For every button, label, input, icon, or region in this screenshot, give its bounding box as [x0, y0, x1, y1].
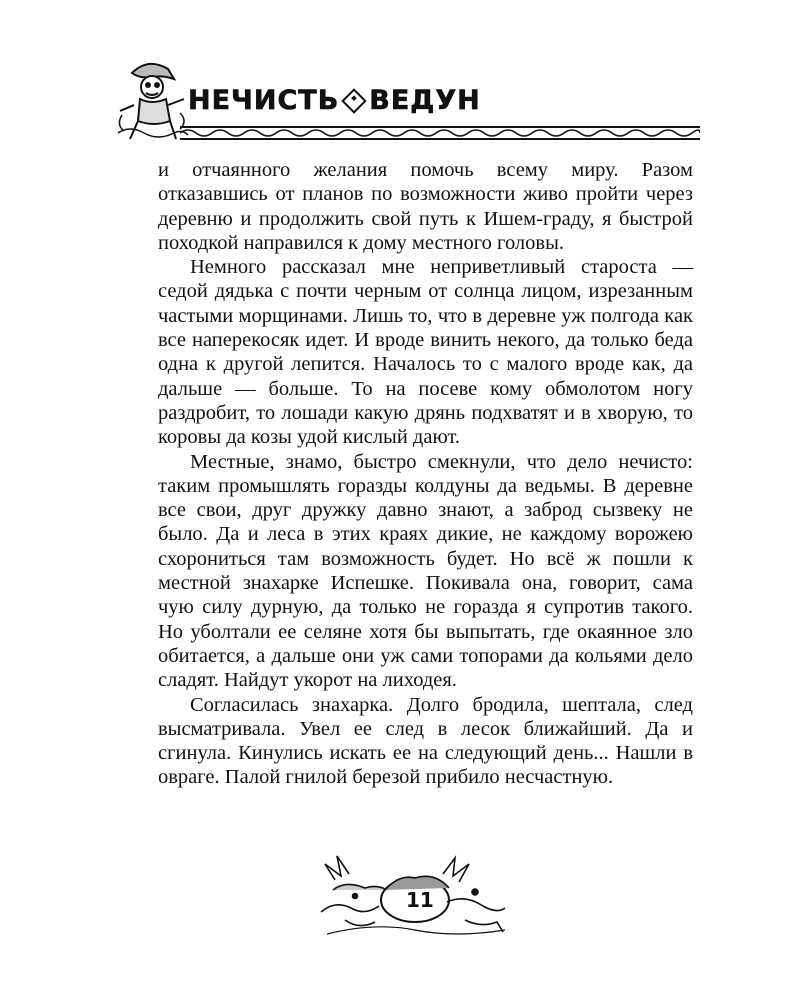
diamond-separator-icon: [342, 88, 367, 113]
paragraph: Местные, знамо, быстро смекнули, что дело нечисто: таким промышлять горазды колдуны да ведьмы. В деревне все свои, друг дружку давно знают, а заброд сызвеку не было. Да и леса в этих краях дикие, не каждому ворожею схорониться там возможность будет. Но всё ж пошли к местной знахарке Испешке. Покивала она, говорит, сама чую силу дурную, да только не горазда я супротив такого. Но уболтали ее селяне хотя бы выпытать, где окаянное зло обитается, а дальше они уж сами топорами да кольями дело сладят. Найдут укорот на лиходея.: [158, 450, 693, 692]
rope-ornament-icon: [180, 125, 700, 141]
goblin-figure-icon: [110, 55, 190, 145]
header-title-left: НЕЧИСТЬ: [188, 85, 340, 116]
header-title-right: ВЕДУН: [369, 85, 481, 116]
page-footer: [315, 850, 510, 940]
body-text: [158, 158, 693, 790]
paragraph: и отчаянного желания помочь всему миру. Разом отказавшись от планов по возможности живо пройти через деревню и продолжить свой путь к Ишем-граду, я быстрой походкой направился к дому местного головы.: [158, 159, 693, 254]
paragraph: Немного рассказал мне неприветливый староста — седой дядька с почти черным от солнца лицом, изрезанным частыми морщинами. Лишь то, что в деревне уж полгода как все наперекосяк идет. И вроде винить некого, да только беда одна к другой лепится. Началось то с малого вроде как, да дальше — больше. То на посеве кому обмолотом ногу раздробит, то лошади какую дрянь подхватят и в хворую, то коровы да козы удой кислый дают.: [158, 256, 693, 449]
page-number: 11: [406, 888, 434, 912]
running-header: [110, 55, 700, 150]
paragraph: Согласилась знахарка. Долго бродила, шептала, след высматривала. Увел ее след в лесок ближайший. Да и сгинула. Кинулись искать ее на следующий день... Нашли в овраге. Палой гнилой березой прибило несчастную.: [158, 693, 693, 789]
running-header-title: [188, 85, 481, 116]
